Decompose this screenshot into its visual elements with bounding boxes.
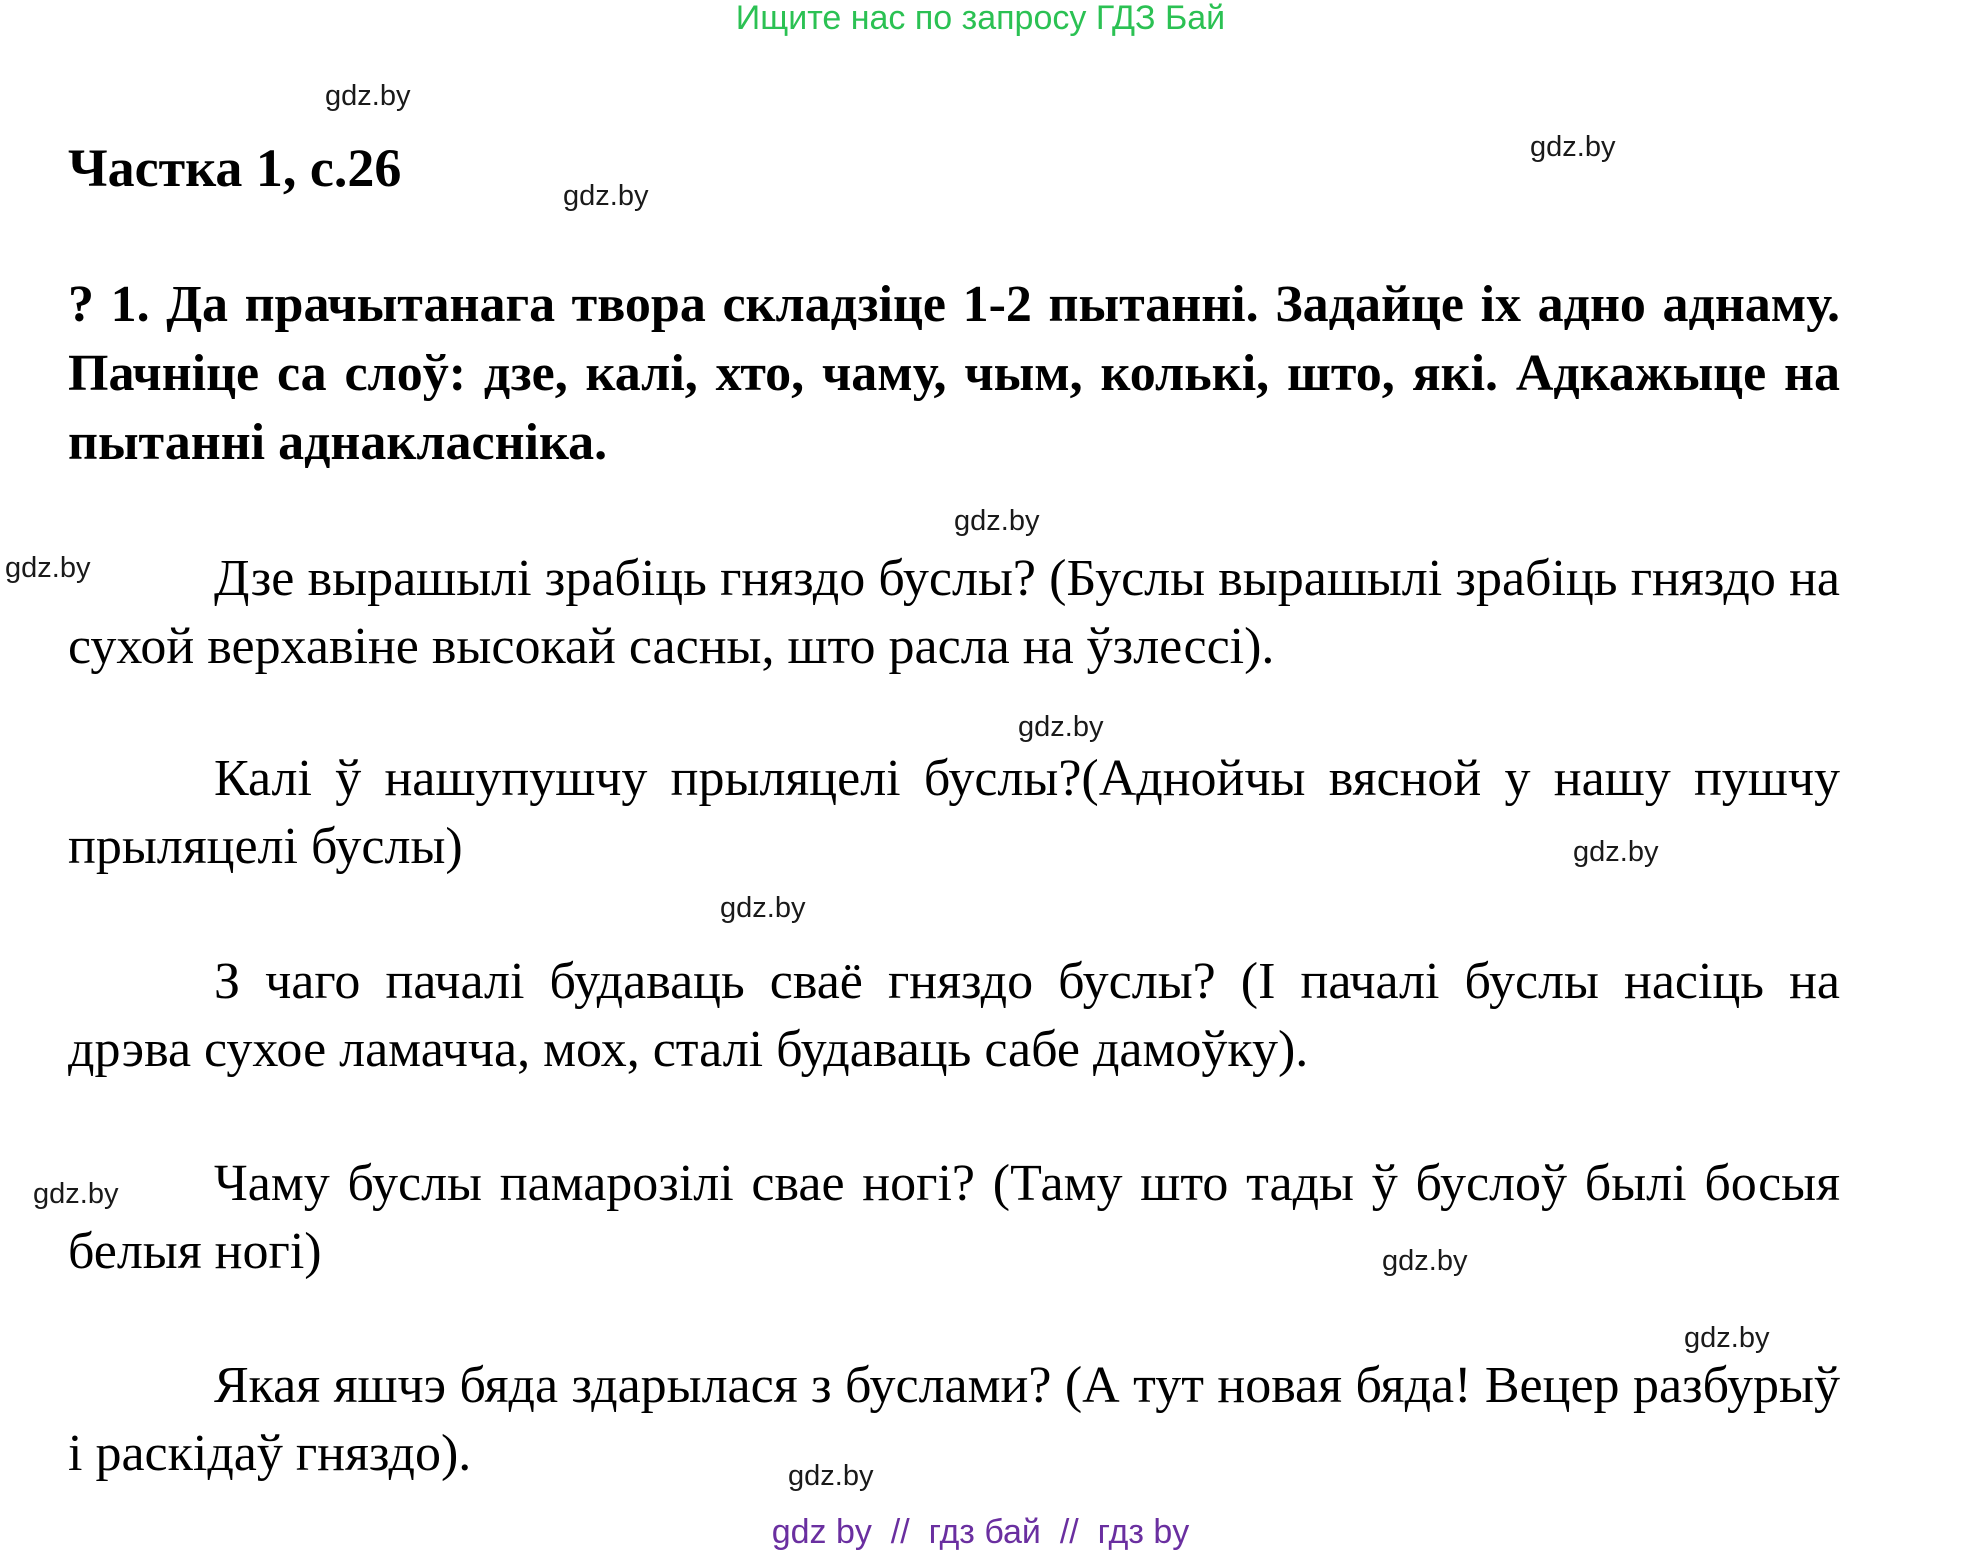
footer-watermark: gdz by // гдз бай // гдз by	[771, 1513, 1190, 1551]
watermark: gdz.by	[1018, 711, 1104, 743]
watermark: gdz.by	[33, 1178, 119, 1210]
watermark: gdz.by	[1530, 131, 1616, 163]
answer-paragraph: Якая яшчэ бяда здарылася з буслами? (А тут новая бяда! Вецер разбурыў і раскідаў гняздо).	[68, 1357, 1840, 1482]
answer-paragraph: Калі ў нашупушчу прыляцелі буслы?(Аднойчы вясной у нашу пушчу прыляцелі буслы)	[68, 750, 1840, 875]
watermark: gdz.by	[954, 505, 1040, 537]
task-question: ? 1. Да прачытанага твора складзіце 1-2 пытанні. Задайце іх адно аднаму. Пачніце са слоў: дзе, калі, хто, чаму, чым, колькі, што, які. Адкажыце на пытанні аднакласніка.	[68, 276, 1840, 471]
answer-paragraph: Дзе вырашылі зрабіць гняздо буслы? (Буслы вырашылі зрабіць гняздо на сухой верхавіне высокай сасны, што расла на ўзлессі).	[68, 550, 1840, 675]
watermark: gdz.by	[1382, 1245, 1468, 1277]
watermark: gdz.by	[1684, 1322, 1770, 1354]
watermark: gdz.by	[788, 1460, 874, 1492]
answer-paragraph: З чаго пачалі будаваць сваё гняздо буслы? (І пачалі буслы насіць на дрэва сухое ламачча, мох, сталі будаваць сабе дамоўку).	[68, 953, 1840, 1078]
answer-paragraph: Чаму буслы памарозілі свае ногі? (Таму што тады ў буслоў былі босыя белыя ногі)	[68, 1155, 1840, 1280]
watermark: gdz.by	[720, 892, 806, 924]
watermark: gdz.by	[325, 80, 411, 112]
watermark: gdz.by	[563, 180, 649, 212]
watermark: gdz.by	[5, 552, 91, 584]
page-heading: Частка 1, с.26	[68, 138, 402, 198]
watermark: gdz.by	[1573, 836, 1659, 868]
search-banner: Ищите нас по запросу ГДЗ Бай	[735, 0, 1226, 37]
